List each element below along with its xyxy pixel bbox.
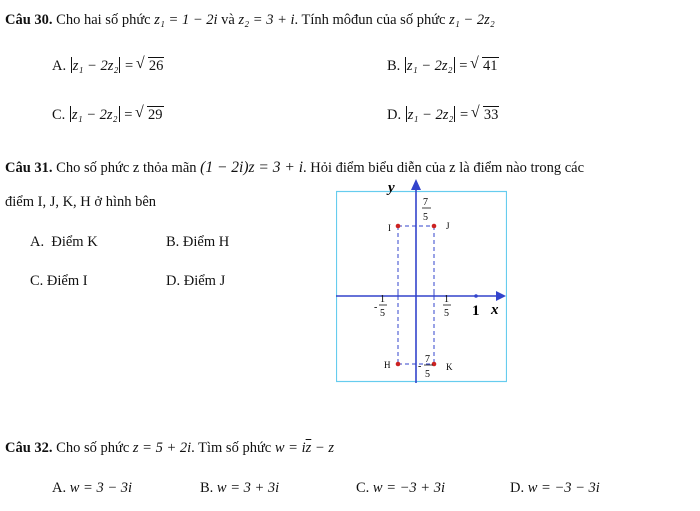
q31-option-b[interactable] (166, 234, 229, 251)
label-k: K (446, 362, 453, 372)
neg-frac-num: 1 (380, 294, 385, 305)
q32-option-d[interactable] (510, 480, 600, 497)
q31-figure (336, 177, 507, 383)
point-i (396, 224, 401, 229)
option-key: B. (200, 480, 214, 496)
q31-label: Câu 31. (5, 160, 53, 176)
q30-stem: Cho hai số phức (52, 12, 155, 28)
option-key: D. (166, 273, 181, 289)
neg-sign: - (374, 302, 378, 313)
x-label: x (491, 302, 499, 318)
option-text: w = −3 + 3i (372, 480, 445, 496)
label-h: H (384, 360, 391, 370)
q32-w-pre: w = i (274, 440, 306, 456)
option-text: Điểm J (183, 273, 226, 289)
q31-ask: . Hỏi điểm biểu diễn của z là điểm nào trong các (303, 160, 585, 176)
q32-zdef: z = 5 + 2i (132, 440, 192, 456)
q32-label: Câu 32. (5, 440, 53, 456)
option-eq: = (121, 58, 137, 74)
q31-option-d[interactable] (166, 273, 225, 290)
q30-z2: z₂ = 3 + i (238, 12, 295, 28)
option-key: D. (510, 480, 525, 496)
q32-ask: . Tìm số phức (191, 440, 275, 456)
option-eq: = (455, 58, 472, 74)
q30-and: và (217, 12, 239, 28)
option-lhs: z₁ − 2z₂ (72, 58, 119, 74)
x-one-label: 1 (472, 303, 480, 319)
unit-point (474, 294, 478, 298)
q32-option-a[interactable] (52, 480, 132, 497)
pos-frac-den: 5 (444, 308, 449, 319)
figure-frame (337, 192, 507, 382)
q31-stem-line (5, 159, 700, 177)
option-eq: = (120, 107, 137, 123)
option-radicand: 33 (483, 107, 499, 123)
q31-option-c[interactable] (30, 273, 88, 290)
q32-option-c[interactable] (356, 480, 445, 497)
q30-stem-line (5, 12, 495, 29)
option-key: A. (52, 58, 67, 74)
point-j (432, 224, 437, 229)
q30-option-d[interactable] (387, 106, 499, 124)
option-radicand: 29 (148, 107, 163, 123)
top-frac-den: 5 (423, 212, 428, 223)
neg-frac-den: 5 (380, 308, 385, 319)
option-eq: = (456, 107, 472, 123)
y-arrow-icon (411, 179, 421, 190)
label-j: J (446, 221, 450, 231)
q31-equation: (1 − 2i)z = 3 + i (200, 159, 304, 176)
q30-option-b[interactable] (387, 57, 499, 75)
option-text: w = 3 − 3i (69, 480, 133, 496)
option-lhs: z₁ − 2z₂ (71, 107, 118, 123)
q31-option-a[interactable] (30, 234, 98, 251)
option-text: Điểm H (182, 234, 230, 250)
option-lhs: z₁ − 2z₂ (406, 58, 453, 74)
q31-stem: Cho số phức z thỏa mãn (52, 160, 201, 176)
option-key: C. (52, 107, 66, 123)
top-frac-num: 7 (423, 197, 428, 208)
bot-frac-den: 5 (425, 369, 430, 380)
y-label: y (388, 180, 395, 196)
option-text: w = 3 + 3i (216, 480, 280, 496)
option-key: A. (30, 234, 45, 250)
q32-w-post: − z (311, 440, 334, 456)
option-key: B. (387, 58, 401, 74)
point-h (396, 362, 401, 367)
q30-option-c[interactable] (52, 106, 164, 124)
option-text: w = −3 − 3i (527, 480, 600, 496)
q30-label: Câu 30. (5, 12, 53, 28)
option-key: C. (30, 273, 44, 289)
pos-frac-num: 1 (444, 294, 449, 305)
q30-expr: z₁ − 2z₂ (449, 12, 495, 28)
q32-option-b[interactable] (200, 480, 279, 497)
option-key: B. (166, 234, 180, 250)
option-key: C. (356, 480, 370, 496)
option-radicand: 26 (148, 58, 164, 74)
q31-line2: điểm I, J, K, H ở hình bên (5, 194, 157, 210)
q30-option-a[interactable] (52, 57, 164, 75)
x-arrow-icon (496, 291, 506, 301)
option-text: Điểm K (51, 234, 98, 250)
bot-neg-sign: - (418, 361, 422, 372)
point-k (432, 362, 437, 367)
label-i: I (388, 223, 391, 233)
q32-w-bar: $\overline{z}$ (305, 440, 312, 456)
option-key: D. (387, 107, 402, 123)
q32-stem: Cho số phức (52, 440, 133, 456)
bot-frac-num: 7 (425, 354, 430, 365)
q30-z1: z₁ = 1 − 2i (154, 12, 218, 28)
q32-stem-line (5, 440, 334, 457)
option-text: Điểm I (46, 273, 88, 289)
option-lhs: z₁ − 2z₂ (407, 107, 454, 123)
option-key: A. (52, 480, 67, 496)
option-radicand: 41 (483, 58, 498, 74)
q30-ask: . Tính môđun của số phức (294, 12, 450, 28)
